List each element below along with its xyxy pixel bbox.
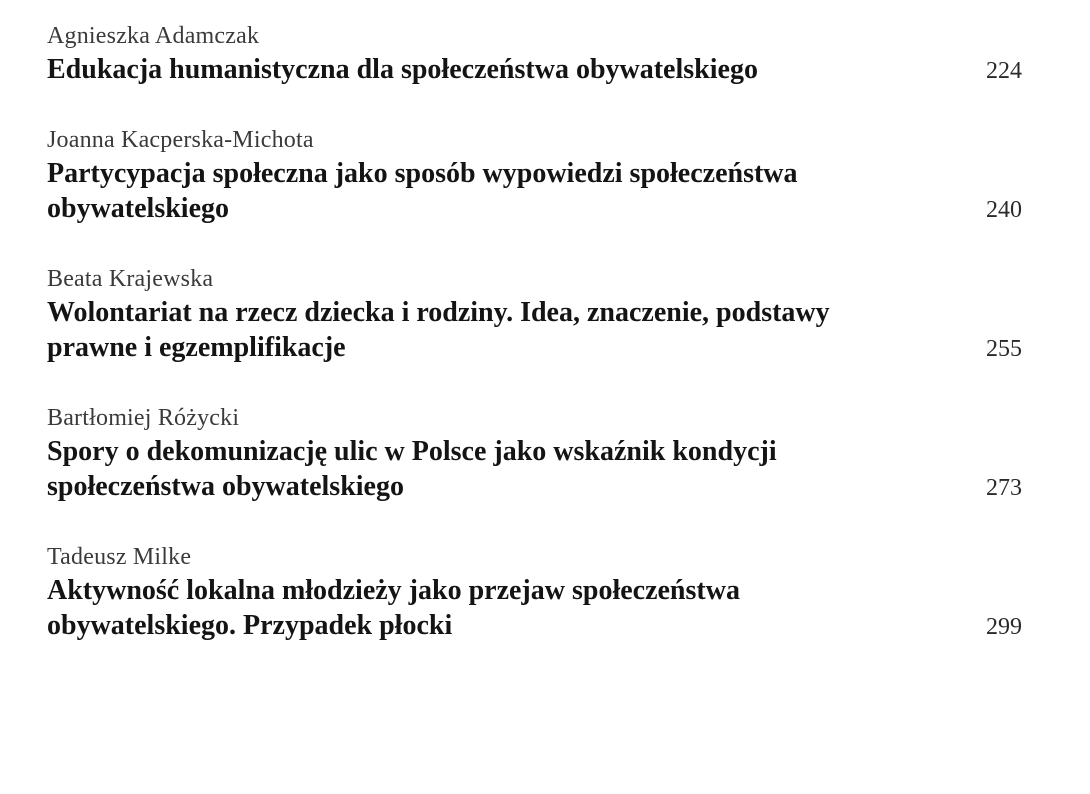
entry-author: Agnieszka Adamczak — [47, 23, 260, 49]
entry-title: Edukacja humanistyczna dla społeczeństwa obywatelskiego — [47, 54, 758, 85]
toc-entry — [47, 402, 1022, 504]
table-of-contents — [47, 20, 1022, 680]
entry-author: Joanna Kacperska-Michota — [47, 127, 314, 153]
entry-title: Wolontariat na rzecz dziecka i rodziny. Idea, znaczenie, podstawy prawne i egzemplifikacje — [47, 297, 830, 363]
entry-page-number: 273 — [986, 475, 1022, 501]
entry-page-number: 299 — [986, 614, 1022, 640]
entry-page-number: 240 — [986, 197, 1022, 223]
toc-entry — [47, 20, 1022, 87]
entry-title: Spory o dekomunizację ulic w Polsce jako wskaźnik kondycji społeczeństwa obywatelskiego — [47, 436, 777, 502]
entry-author: Beata Krajewska — [47, 266, 214, 292]
entry-author: Bartłomiej Różycki — [47, 405, 240, 431]
toc-entry — [47, 124, 1022, 226]
entry-title: Partycypacja społeczna jako sposób wypowiedzi społeczeństwa obywatelskiego — [47, 158, 798, 224]
toc-entry — [47, 541, 1022, 643]
toc-entry — [47, 263, 1022, 365]
entry-page-number: 255 — [986, 336, 1022, 362]
entry-author: Tadeusz Milke — [47, 544, 192, 570]
entry-page-number: 224 — [986, 58, 1022, 84]
entry-title: Aktywność lokalna młodzieży jako przejaw społeczeństwa obywatelskiego. Przypadek płocki — [47, 575, 740, 641]
